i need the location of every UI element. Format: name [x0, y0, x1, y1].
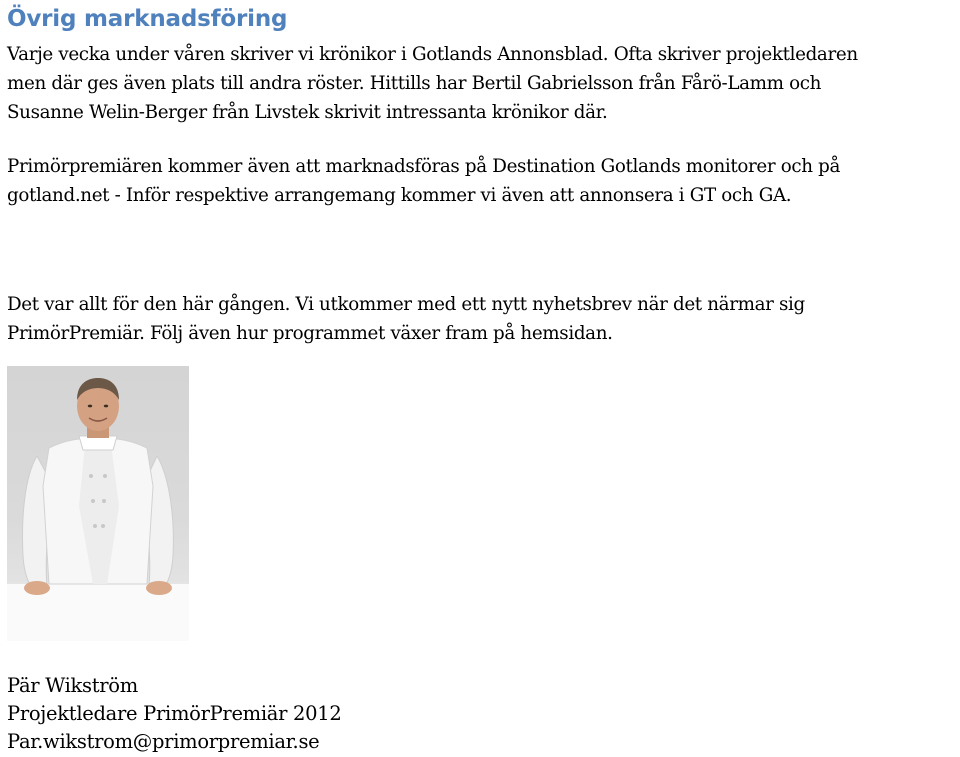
signature-email: Par.wikstrom@primorpremiar.se — [7, 730, 320, 753]
paragraph-marketing — [7, 152, 957, 210]
paragraph-line: men där ges även plats till andra röster. Hittills har Bertil Gabrielsson från Fårö-Lamm och — [7, 73, 822, 94]
section-heading: Övrig marknadsföring — [7, 6, 288, 32]
document-page — [7, 0, 957, 348]
paragraph-line: Det var allt för den här gången. Vi utkommer med ett nytt nyhetsbrev när det närmar sig — [7, 294, 805, 315]
paragraph-line: Primörpremiären kommer även att marknadsföras på Destination Gotlands monitorer och på — [7, 156, 841, 177]
paragraph-columns — [7, 40, 957, 127]
paragraph-line: Varje vecka under våren skriver vi krönikor i Gotlands Annonsblad. Ofta skriver projektledaren — [7, 44, 858, 65]
chef-portrait-illustration — [7, 366, 189, 641]
paragraph-closing — [7, 290, 957, 348]
paragraph-line: gotland.net - Inför respektive arrangemang kommer vi även att annonsera i GT och GA. — [7, 185, 792, 206]
paragraph-line: Susanne Welin-Berger från Livstek skrivit intressanta krönikor där. — [7, 102, 608, 123]
signature-title: Projektledare PrimörPremiär 2012 — [7, 702, 342, 725]
signature-name: Pär Wikström — [7, 674, 138, 697]
paragraph-line: PrimörPremiär. Följ även hur programmet växer fram på hemsidan. — [7, 323, 613, 344]
signature-block — [7, 672, 341, 756]
portrait-photo — [7, 366, 189, 641]
